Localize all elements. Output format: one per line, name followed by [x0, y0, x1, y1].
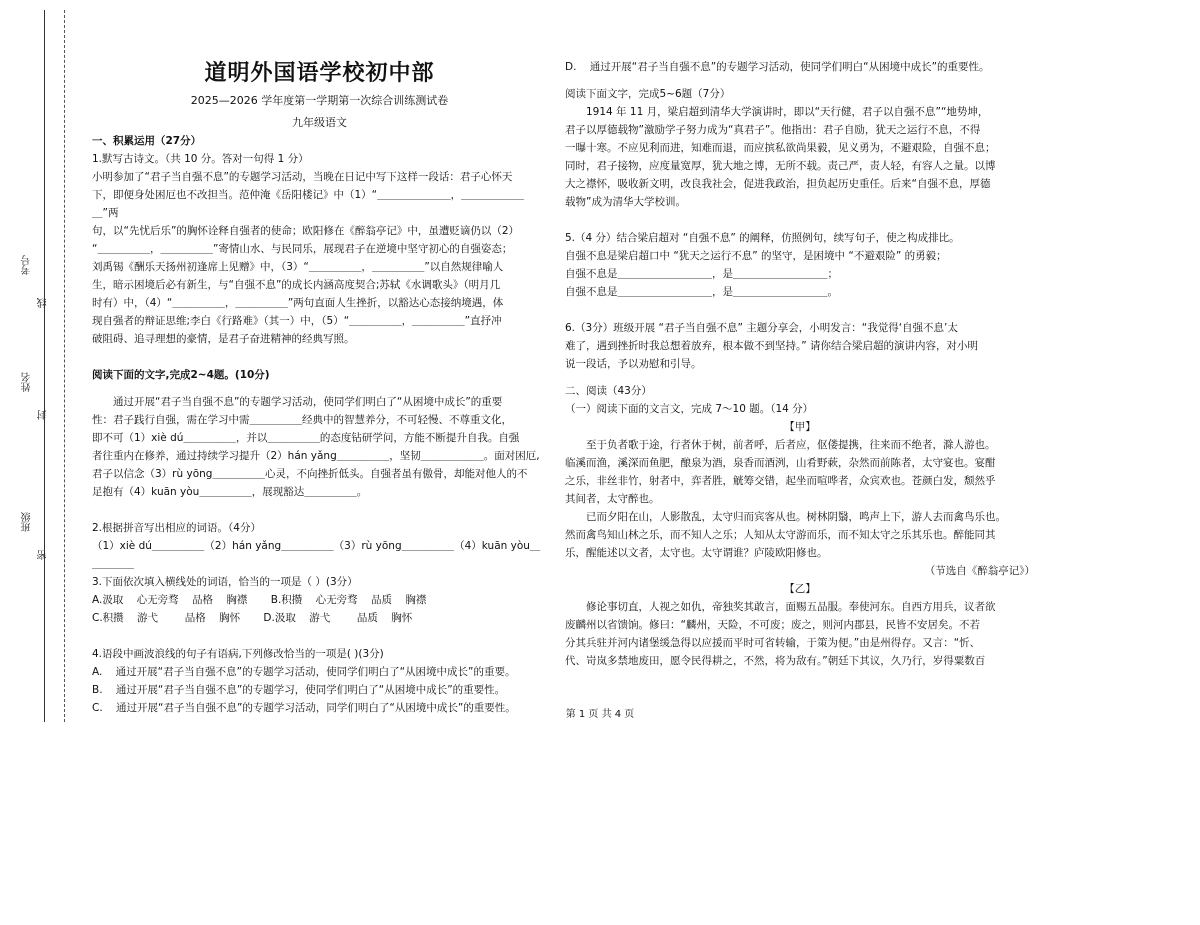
jia-line: 之乐，非丝非竹，射者中，弈者胜，觥筹交错，起坐而喧哗者，众宾欢也。苍颜白发，颓然乎 [565, 475, 996, 487]
q4-option-b: B. 通过开展“君子当自强不息”的专题学习，使同学们明白了“从困境中成长”的重要性。 [92, 684, 506, 696]
q4-option-d: D. 通过开展“君子当自强不息”的专题学习活动，使同学们明白“从困境中成长”的重要性。 [565, 61, 990, 73]
reading-line: 性：君子践行自强，需在学习中需＿＿＿＿＿经典中的智慧养分，不可轻慢、不尊重文化， [92, 414, 512, 426]
reading2-line: 载物”成为清华大学校训。 [565, 196, 686, 208]
q4-title: 4.语段中画波浪线的句子有语病,下列修改恰当的一项是( )(3分) [92, 648, 384, 660]
q6-line: 6.（3分）班级开展 “君子当自强不息” 主题分享会，小明发言：“我觉得‘自强不息’太 [565, 322, 958, 334]
q3-title: 3.下面依次填入横线处的词语，恰当的一项是（ ）(3分） [92, 576, 358, 588]
binding-secret-label: 密 [38, 550, 49, 560]
reading2-line: 1914 年 11 月，梁启超到清华大学演讲时，即以“天行健，君子以自强不息”“地势坤， [586, 106, 989, 118]
q6-line: 难了，遇到挫折时我总想着放弃，根本做不到坚持。” 请你结合梁启超的演讲内容，对小明 [565, 340, 979, 352]
q6-line: 说一段话，予以劝慰和引导。 [565, 358, 702, 370]
q5-title: 5.（4 分）结合梁启超对 “自强不息” 的阐释，仿照例句，续写句子，使之构成排比。 [565, 232, 960, 244]
term-subtitle: 2025—2026 学年度第一学期第一次综合训练测试卷 [190, 94, 449, 107]
q4-option-a: A. 通过开展“君子当自强不息”的专题学习活动，使同学们明白了“从困境中成长”的重要。 [92, 666, 516, 678]
jia-line: 临溪而渔，溪深而鱼肥，酿泉为酒，泉香而酒洌，山肴野蔌，杂然而前陈者，太守宴也。宴酣 [565, 457, 996, 469]
jia-source: （节选自《醉翁亭记》） [924, 565, 1035, 577]
reading2-line: 一曝十寒。不应见利而进，知难而退，而应摈私欲尚果毅，见义勇为，不避艰险，自强不息； [565, 142, 996, 154]
q1-title: 1.默写古诗文。（共 10 分。答对一句得 1 分） [92, 153, 309, 165]
q1-line: 句，以“先忧后乐”的胸怀诠释自强者的使命；欧阳修在《醉翁亭记》中，虽遭贬谪仍以（2） [92, 225, 520, 237]
q1-line: 小明参加了“君子当自强不息”的专题学习活动，当晚在日记中写下这样一段话：君子心怀天 [92, 171, 513, 183]
q1-line: 破阻碍、追寻理想的豪情，是君子奋进精神的经典写照。 [92, 333, 355, 345]
reading2-line: 君子以厚德载物”激励学子努力成为“真君子”。他指出：君子自励，犹天之运行不息，不得 [565, 124, 981, 136]
school-title: 道明外国语学校初中部 [204, 60, 435, 86]
page-footer: 第 1 页 共 4 页 [565, 709, 635, 720]
reading2-line: 同时，君子接物，应度量宽厚，犹大地之博，无所不载。责己严，责人轻，有容人之量。以博 [565, 160, 996, 172]
q3-option-row: C.积攒 游弋 品格 胸怀 D.汲取 游弋 品质 胸怀 [92, 612, 413, 624]
q1-line: 时有）中，（4）“＿＿＿＿＿，＿＿＿＿＿”两句直面人生挫折，以豁达心态接纳境遇，体 [92, 297, 504, 309]
q1-line: 刘禹锡《酬乐天扬州初逢席上见赠》中，（3）“＿＿＿＿＿，＿＿＿＿＿”以自然规律喻人 [92, 261, 504, 273]
q3-option-row: A.汲取 心无旁骛 品格 胸襟 B.积攒 心无旁骛 品质 胸襟 [92, 594, 427, 606]
q5-example: 自强不息是梁启超口中 “犹天之运行不息” 的坚守，是困境中 “不避艰险” 的勇毅； [565, 250, 947, 262]
reading-2-4-title: 阅读下面的文字,完成2~4题。(10分) [92, 369, 270, 381]
binding-margin [0, 0, 70, 725]
jia-line: 乐，醒能述以文者，太守也。太守谓谁？庐陵欧阳修也。 [565, 547, 828, 559]
reading-line: 即不可（1）xiè dú＿＿＿＿＿，并以＿＿＿＿＿的态度钻研学问，方能不断提升自我。自强 [92, 432, 520, 444]
reading-line: 足抱有（4）kuān yòu＿＿＿＿＿，展现豁达＿＿＿＿＿。 [92, 486, 368, 498]
yi-line: 废麟州以省馈饷。修曰：“麟州，天险，不可废；废之，则河内郡县，民皆不安居矣。不若 [565, 619, 980, 631]
q1-line: “＿＿＿＿＿，＿＿＿＿＿”寄情山水、与民同乐，展现君子在逆境中坚守初心的自强姿态； [92, 243, 513, 255]
jia-line: 其间者，太守醉也。 [565, 493, 660, 505]
binding-line-label: 线 [38, 298, 49, 308]
yi-line: 代、岢岚多禁地废田，愿令民得耕之，不然，将为敌有。”朝廷下其议，久乃行，岁得粟数百 [565, 655, 986, 667]
binding-dashed-line [64, 10, 65, 722]
left-column [92, 58, 547, 717]
q5-blank-2: 自强不息是＿＿＿＿＿＿＿＿＿，是＿＿＿＿＿＿＿＿＿。 [565, 286, 838, 298]
q2-title: 2.根据拼音写出相应的词语。（4分） [92, 522, 261, 534]
reading-line: 通过开展“君子当自强不息”的专题学习活动，使同学们明白了“从困境中成长”的重要 [113, 396, 503, 408]
section-1-heading: 一、积累运用（27分） [92, 135, 202, 147]
right-column [565, 58, 1035, 670]
binding-solid-line [44, 10, 45, 722]
q2-blanks: （1）xiè dú＿＿＿＿＿（2）hán yǎng＿＿＿＿＿（3）rù yōng＿＿＿＿＿（4）kuān yòu＿＿＿＿＿ [92, 540, 541, 570]
binding-seal-label: 封 [38, 410, 49, 420]
jia-line: 已而夕阳在山，人影散乱，太守归而宾客从也。树林阴翳，鸣声上下，游人去而禽鸟乐也。 [586, 511, 1006, 523]
q4-option-c: C. 通过开展“君子当自强不息”的专题学习活动，同学们明白了“从困境中成长”的重要性。 [92, 702, 516, 714]
name-label: 姓名 [22, 372, 33, 392]
section-2-heading: 二、阅读（43分） [565, 385, 652, 397]
reading2-line: 大之襟怀，吸收新文明，改良我社会，促进我政治，担负起历史重任。后来“自强不息，厚德 [565, 178, 991, 190]
exam-number-label: 考号 [22, 255, 33, 275]
subject-title: 九年级语文 [292, 116, 347, 129]
yi-line: 修论事切直，人视之如仇，帝独奖其敢言，面赐五品服。奉使河东。自西方用兵，议者欲 [586, 601, 996, 613]
yi-line: 分其兵驻并河内诸堡缓急得以应援而平时可省转输，于策为便。”由是州得存。又言：“忻、 [565, 637, 981, 649]
q5-blank-1: 自强不息是＿＿＿＿＿＿＿＿＿，是＿＿＿＿＿＿＿＿＿； [565, 268, 838, 280]
reading-5-6-title: 阅读下面文字，完成5~6题（7分） [565, 88, 731, 100]
reading-line: 君子以信念（3）rù yōng＿＿＿＿＿心灵，不向挫折低头。自强者虽有傲骨，却能对他人的不 [92, 468, 528, 480]
q1-line: 现自强者的辩证思维;李白《行路难》（其一）中，（5）“＿＿＿＿＿，＿＿＿＿＿”直抒冲 [92, 315, 502, 327]
class-label: 班级 [22, 512, 33, 532]
jia-line: 至于负者歌于途，行者休于树，前者呼，后者应，伛偻提携，往来而不绝者，滁人游也。 [586, 439, 996, 451]
jia-line: 然而禽鸟知山林之乐，而不知人之乐；人知从太守游而乐，而不知太守之乐其乐也。醉能同其 [565, 529, 996, 541]
reading-line: 者往重内在修养，通过持续学习提升（2）hán yǎng＿＿＿＿＿，坚韧＿＿＿＿＿＿。面对困厄, [92, 450, 540, 462]
q1-line: 下，即便身处困厄也不改担当。范仲淹《岳阳楼记》中（1）“＿＿＿＿＿＿＿，＿＿＿＿＿＿＿”两 [92, 189, 525, 219]
q1-line: 生，暗示困境后必有新生，与“自强不息”的成长内涵高度契合;苏轼《水调歌头》（明月几 [92, 279, 501, 291]
passage-jia-label: 【甲】 [784, 421, 816, 433]
subsection-1-heading: （一）阅读下面的文言文，完成 7～10 题。（14 分） [565, 403, 814, 415]
passage-yi-label: 【乙】 [784, 583, 816, 595]
